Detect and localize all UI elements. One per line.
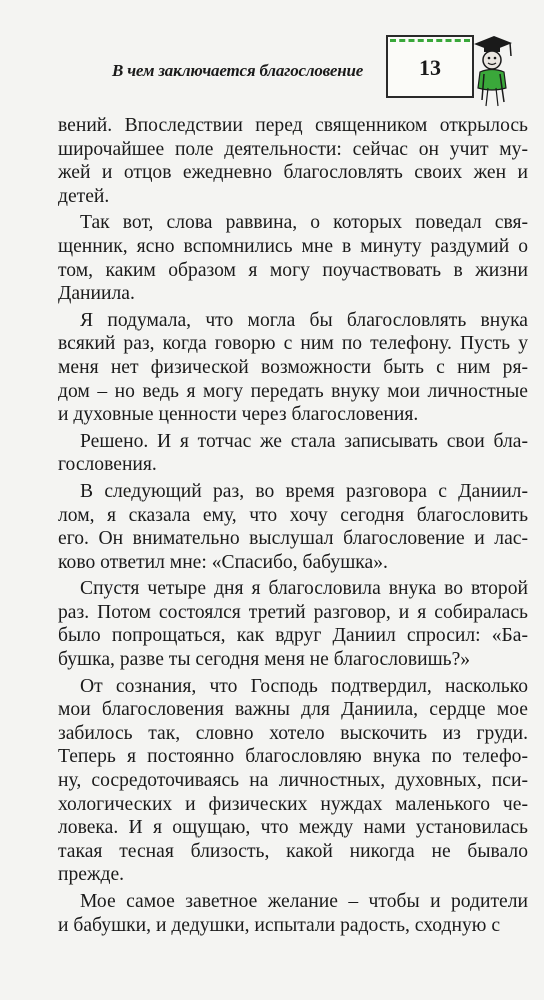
text-line: ну, сосредоточиваясь на личностных, духовных, пси- xyxy=(58,770,528,792)
text-line: лом, я сказала ему, что хочу сегодня благословить xyxy=(58,504,528,526)
page-number-stamp xyxy=(386,35,474,98)
text-line: ково ответил мне: «Спасибо, бабушка». xyxy=(58,551,388,573)
text-line: Я подумала, что могла бы благословлять внука xyxy=(80,309,528,331)
text-line: раз. Потом состоялся третий разговор, и я собиралась xyxy=(58,601,528,623)
text-line: было попрощаться, как вдруг Даниил спросил: «Ба- xyxy=(58,625,528,647)
text-line: меня нет физической возможности быть с ним ря- xyxy=(58,356,528,378)
text-line: ловека. И я ощущаю, что между нами установилась xyxy=(58,817,528,839)
text-line: Так вот, слова раввина, о которых поведал свя- xyxy=(80,212,528,234)
text-line: вений. Впоследствии перед священником открылось xyxy=(58,115,528,136)
page-number: 13 xyxy=(419,55,441,80)
text-line: прежде. xyxy=(58,864,125,886)
text-line: такая тесная близость, какой никогда не бывало xyxy=(58,840,528,862)
text-line: Теперь я постоянно благословляю внука по телефо- xyxy=(58,746,528,768)
text-line: и бабушки, и дедушки, испытали радость, сходную с xyxy=(58,914,501,936)
paragraph xyxy=(58,577,528,671)
text-line: Решено. И я тотчас же стала записывать свои бла- xyxy=(80,430,528,452)
text-line: Мое самое заветное желание – чтобы и родители xyxy=(80,891,528,912)
text-line: широчайшее поле деятельности: сейчас он учит му- xyxy=(58,138,528,160)
text-line: хологических и физических нуждах маленького че- xyxy=(58,793,528,815)
main-text xyxy=(58,114,528,937)
text-line: и духовные ценности через благословения. xyxy=(58,404,419,426)
text-line: мои благословения важны для Даниила, сердце мое xyxy=(58,699,528,721)
paragraph xyxy=(58,430,528,477)
graduation-cap-figure-icon xyxy=(470,30,514,108)
text-line: В следующий раз, во время разговора с Даниил- xyxy=(80,480,528,502)
text-line: дом – но ведь я могу передать внуку мои личностные xyxy=(58,380,528,402)
text-line: том, каким образом я могу поучаствовать в жизни xyxy=(58,259,528,281)
text-line: детей. xyxy=(58,185,110,207)
stamp-dashed-border xyxy=(390,39,470,42)
text-line: всякий раз, когда говорю с ним по телефону. Пусть у xyxy=(58,333,528,355)
running-title: В чем заключается благословение xyxy=(112,61,364,80)
paragraph xyxy=(58,890,528,937)
text-line: Даниила. xyxy=(58,283,135,305)
text-line: бушка, разве ты сегодня меня не благословишь?» xyxy=(58,649,471,671)
paragraph xyxy=(58,114,528,208)
paragraph xyxy=(58,309,528,427)
text-line: Спустя четыре дня я благословила внука во второй xyxy=(80,578,528,600)
paragraph xyxy=(58,211,528,305)
text-line: забилось так, словно хотело выскочить из груди. xyxy=(58,722,528,744)
text-line: От сознания, что Господь подтвердил, насколько xyxy=(80,675,528,697)
text-line: его. Он внимательно выслушал благословение и лас- xyxy=(58,528,528,550)
paragraph xyxy=(58,480,528,574)
paragraph xyxy=(58,675,528,887)
text-line: гословения. xyxy=(58,454,157,476)
text-line: щенник, ясно вспомнились мне в минуту раздумий о xyxy=(58,235,528,257)
text-line: жей и отцов ежедневно благословлять своих жен и xyxy=(58,162,528,184)
